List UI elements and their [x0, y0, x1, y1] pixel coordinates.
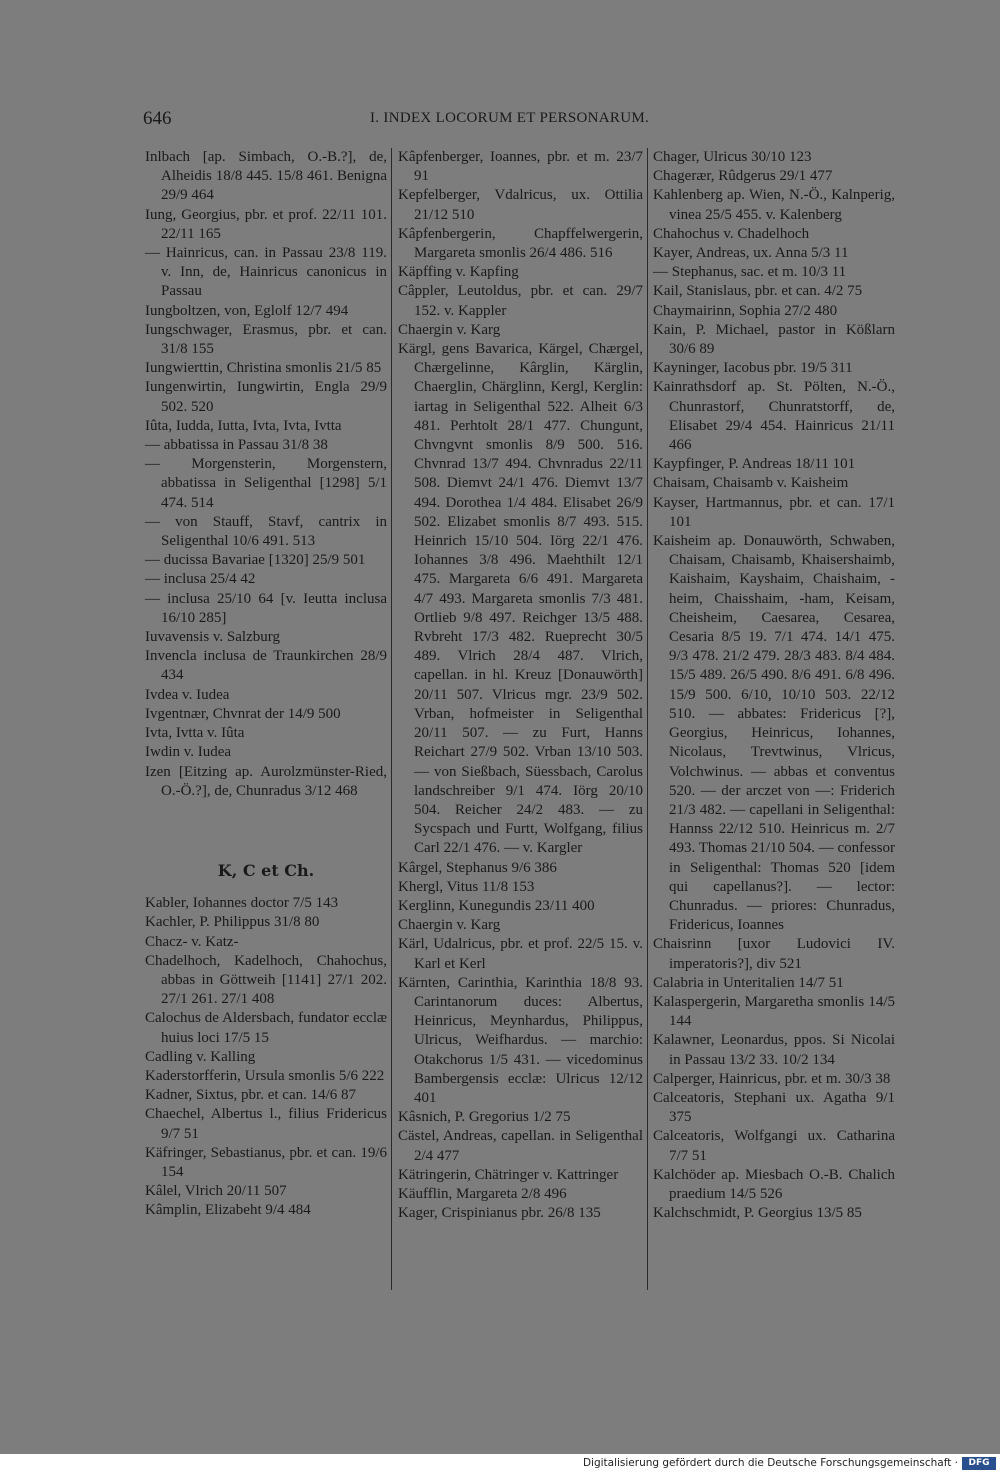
index-entry: Khergl, Vitus 11/8 153	[398, 878, 535, 895]
index-entry: Chagerær, Rûdgerus 29/1 477	[653, 168, 833, 185]
index-entry: Kayser, Hartmannus, pbr. et can. 17/1 101	[653, 494, 895, 530]
index-entry: — Stephanus, sac. et m. 10/3 11	[653, 264, 847, 281]
index-entry: Kâsnich, P. Gregorius 1/2 75	[398, 1109, 571, 1126]
index-entry: Kaderstorfferin, Ursula smonlis 5/6 222	[145, 1067, 385, 1084]
dfg-logo-icon: DFG	[962, 1457, 996, 1470]
index-entry: Calabria in Unteritalien 14/7 51	[653, 974, 844, 991]
footer-credit: Digitalisierung gefördert durch die Deutsche Forschungsgemeinschaft ·	[582, 1457, 958, 1469]
index-column-2	[398, 148, 643, 1223]
index-entry: Ivta, Ivtta v. Iûta	[145, 725, 245, 742]
index-entry: Câppler, Leutoldus, pbr. et can. 29/7 152. v. Kappler	[398, 283, 643, 319]
index-entry: Chaisam, Chaisamb v. Kaisheim	[653, 475, 849, 492]
index-entry: Chadelhoch, Kadelhoch, Chahochus, abbas in Göttweih [1141] 27/1 202. 27/1 261. 27/1 408	[145, 952, 387, 1008]
index-entry: Kâmplin, Elizabeht 9/4 484	[145, 1202, 311, 1219]
index-entry: Kabler, Iohannes doctor 7/5 143	[145, 895, 339, 912]
index-entry: Kätringerin, Chätringer v. Kattringer	[398, 1166, 619, 1183]
index-entry: Chaergin v. Karg	[398, 917, 501, 934]
section-heading: K, C et Ch.	[217, 860, 315, 880]
index-entry: Chaechel, Albertus l., filius Fridericus 9/7 51	[145, 1106, 387, 1142]
index-entry: Kärnten, Carinthia, Karinthia 18/8 93. Carintanorum duces: Albertus, Heinricus, Meynhardus, Philippus, Ulricus, Weifhardus. — marchio: Otakchorus 1/5 431. — vicedominus Bambergensis ecclæ: Ulricus 12/12 401	[398, 974, 643, 1106]
index-entry: Kärgl, gens Bavarica, Kärgel, Chærgel, Chærgelinne, Kârglin, Kärglin, Chaerglin, Chärglinn, Kergl, Kerglin: iartag in Seligenthal 522. Alheit 6/3 481. Perhtolt 28/1 477. Chungunt, Chvngvnt smonlis 8/9 500. 516. Chvnrad 13/7 494. Chvnradus 22/11 508. Diemvt 24/1 476. Diemvt 13/7 494. Dorothea 1/4 484. Elisabet 26/9 502. Elizabet smonlis 8/7 493. 515. Heinrich 15/10 504. Iörg 22/1 476. Iohannes 3/8 496. Maehthilt 12/1 475. Margareta 6/6 491. Margareta 4/7 493. Margareta smonlis 7/3 481. Ortlieb 9/8 497. Reichger 13/5 488. Rvbreht 17/3 482. Rueprecht 30/5 489. Vlrich 28/4 487. Vlrich, capellan. in hl. Kreuz [Donauwörth] 20/11 507. Vlricus mgr. 23/9 502. Vrban, hofmeister in Seligenthal 20/11 507. — zu Furt, Hanns Reichart 27/9 502. Vrban 13/10 503. — von Sießbach, Süessbach, Carolus landschreiber 9/1 474. Iörg 20/10 504. Reicher 24/2 483. — zu Sycspach und Furtt, Wolfgang, filius Carl 22/1 476. — v. Kargler	[398, 341, 643, 857]
index-entry: Chaergin v. Karg	[398, 321, 501, 338]
index-entry: Iûta, Iudda, Iutta, Ivta, Ivta, Ivtta	[145, 417, 342, 434]
index-entry: Calceatoris, Stephani ux. Agatha 9/1 375	[653, 1089, 895, 1126]
index-entry: Käufflin, Margareta 2/8 496	[398, 1185, 567, 1202]
index-entry: Käpffing v. Kapfing	[398, 264, 519, 281]
page-header	[143, 104, 678, 138]
index-entry: Kärl, Udalricus, pbr. et prof. 22/5 15. v. Karl et Kerl	[398, 936, 643, 972]
index-entry: Kayninger, Iacobus pbr. 19/5 311	[653, 360, 853, 377]
index-entry: Chager, Ulricus 30/10 123	[653, 149, 812, 165]
index-entry: Kalchschmidt, P. Georgius 13/5 85	[653, 1205, 862, 1222]
index-entry: — inclusa 25/4 42	[145, 571, 256, 588]
index-entry: Iungboltzen, von, Eglolf 12/7 494	[145, 302, 349, 319]
index-entry: Kain, P. Michael, pastor in Kößlarn 30/6 89	[653, 321, 895, 358]
index-entry: Ivdea v. Iudea	[145, 686, 230, 703]
digitization-footer	[0, 1454, 1000, 1474]
index-entry: — Hainricus, can. in Passau 23/8 119. v. Inn, de, Hainricus canonicus in Passau	[145, 245, 387, 300]
index-entry: Iungschwager, Erasmus, pbr. et can. 31/8 155	[145, 321, 387, 358]
index-entry: Izen [Eitzing ap. Aurolzmünster-Ried, O.-Ö.?], de, Chunradus 3/12 468	[145, 763, 387, 799]
index-entry: Kayer, Andreas, ux. Anna 5/3 11	[653, 245, 849, 262]
index-entry: Kalchöder ap. Miesbach O.-B. Chalich praedium 14/5 526	[653, 1166, 895, 1202]
index-column-3	[653, 148, 895, 1223]
index-entry: Kepfelberger, Vdalricus, ux. Ottilia 21/12 510	[398, 187, 643, 223]
index-entry: — von Stauff, Stavf, cantrix in Seligenthal 10/6 491. 513	[145, 513, 387, 550]
index-entry: Kerglinn, Kunegundis 23/11 400	[398, 897, 595, 914]
index-entry: Kârgel, Stephanus 9/6 386	[398, 859, 557, 876]
index-entry: Kâlel, Vlrich 20/11 507	[145, 1183, 287, 1200]
index-entry: Kalawner, Leonardus, ppos. Si Nicolai in Passau 13/2 33. 10/2 134	[653, 1032, 895, 1068]
column-divider	[391, 148, 392, 1290]
index-entry: Kâpfenberger, Ioannes, pbr. et m. 23/7 91	[398, 149, 643, 185]
page-number: 646	[143, 108, 172, 129]
index-entry: Kahlenberg ap. Wien, N.-Ö., Kalnperig, vinea 25/5 455. v. Kalenberg	[653, 187, 895, 223]
index-entry: Iungenwirtin, Iungwirtin, Engla 29/9 502. 520	[145, 379, 387, 415]
index-entry: Chaymairinn, Sophia 27/2 480	[653, 302, 838, 319]
index-entries	[145, 894, 387, 1220]
index-entries	[145, 148, 387, 801]
index-entry: Cadling v. Kalling	[145, 1048, 256, 1065]
index-entry: Kachler, P. Philippus 31/8 80	[145, 914, 320, 931]
index-entry: — Morgensterin, Morgenstern, abbatissa in Seligenthal [1298] 5/1 474. 514	[145, 456, 387, 511]
index-entry: Iuvavensis v. Salzburg	[145, 629, 280, 646]
index-entry: — ducissa Bavariae [1320] 25/9 501	[145, 552, 366, 569]
running-title: I. INDEX LOCORUM ET PERSONARUM.	[370, 110, 650, 126]
column-divider	[647, 148, 648, 1290]
index-entry: Calochus de Aldersbach, fundator ecclæ huius loci 17/5 15	[145, 1010, 387, 1046]
index-entry: Chahochus v. Chadelhoch	[653, 225, 810, 242]
index-entry: Kaypfinger, P. Andreas 18/11 101	[653, 456, 856, 473]
index-entry: Inlbach [ap. Simbach, O.-B.?], de, Alheidis 18/8 445. 15/8 461. Benigna 29/9 464	[145, 149, 387, 204]
index-entry: Käfringer, Sebastianus, pbr. et can. 19/6 154	[145, 1144, 387, 1180]
index-entry: — abbatissa in Passau 31/8 38	[145, 437, 328, 454]
index-entry: Iung, Georgius, pbr. et prof. 22/11 101. 22/11 165	[145, 206, 387, 242]
index-entry: Kainrathsdorf ap. St. Pölten, N.-Ö., Chunrastorf, Chunratstorff, de, Elisabet 29/4 454. Hainricus 21/11 466	[653, 379, 895, 454]
index-entry: Chaisrinn [uxor Ludovici IV. imperatoris?], div 521	[653, 936, 895, 972]
index-entry: — inclusa 25/10 64 [v. Ieutta inclusa 16/10 285]	[145, 590, 387, 626]
index-entry: Invencla inclusa de Traunkirchen 28/9 434	[145, 648, 387, 684]
index-entry: Kalaspergerin, Margaretha smonlis 14/5 144	[653, 993, 895, 1030]
index-entry: Kail, Stanislaus, pbr. et can. 4/2 75	[653, 283, 863, 300]
index-column-1	[145, 148, 387, 1221]
index-entry: Iwdin v. Iudea	[145, 744, 232, 761]
index-entry: Kâpfenbergerin, Chapffelwergerin, Margareta smonlis 26/4 486. 516	[398, 225, 643, 262]
index-entry: Cästel, Andreas, capellan. in Seligenthal 2/4 477	[398, 1128, 643, 1164]
index-entry: Kadner, Sixtus, pbr. et can. 14/6 87	[145, 1087, 357, 1104]
index-entry: Ivgentnær, Chvnrat der 14/9 500	[145, 705, 341, 722]
index-entry: Kager, Crispinianus pbr. 26/8 135	[398, 1205, 601, 1222]
index-entry: Chacz- v. Katz-	[145, 933, 239, 950]
index-entry: Calperger, Hainricus, pbr. et m. 30/3 38	[653, 1070, 891, 1087]
index-entry: Calceatoris, Wolfgangi ux. Catharina 7/7 51	[653, 1128, 895, 1164]
index-entry: Kaisheim ap. Donauwörth, Schwaben, Chaisam, Chaisamb, Khaisershaimb, Kaishaim, Kayshaim, Chaishaim, -heim, Chaisshaim, -ham, Keisam, Cheisheim, Caesarea, Cesarea, Cesaria 8/5 19. 7/1 474. 14/1 475. 9/3 478. 21/2 479. 28/3 483. 8/4 484. 15/5 489. 26/5 490. 8/6 491. 6/8 496. 15/9 500. 6/10, 10/10 503. 22/12 510. — abbates: Fridericus [?], Georgius, Heinricus, Iohannes, Nicolaus, Trevtwinus, Vlricus, Volchwinus. — abbas et conventus 520. — der arczet von —: Friderich 21/3 482. — capellani in Seligenthal: Hannss 22/12 510. Heinricus m. 2/7 493. Thomas 21/10 504. — confessor in Seligenthal: Thomas 520 [idem qui capellanus?]. — lector: Chunradus. — priores: Chunradus, Fridericus, Ioannes	[653, 533, 895, 934]
index-entry: Iungwierttin, Christina smonlis 21/5 85	[145, 360, 382, 377]
